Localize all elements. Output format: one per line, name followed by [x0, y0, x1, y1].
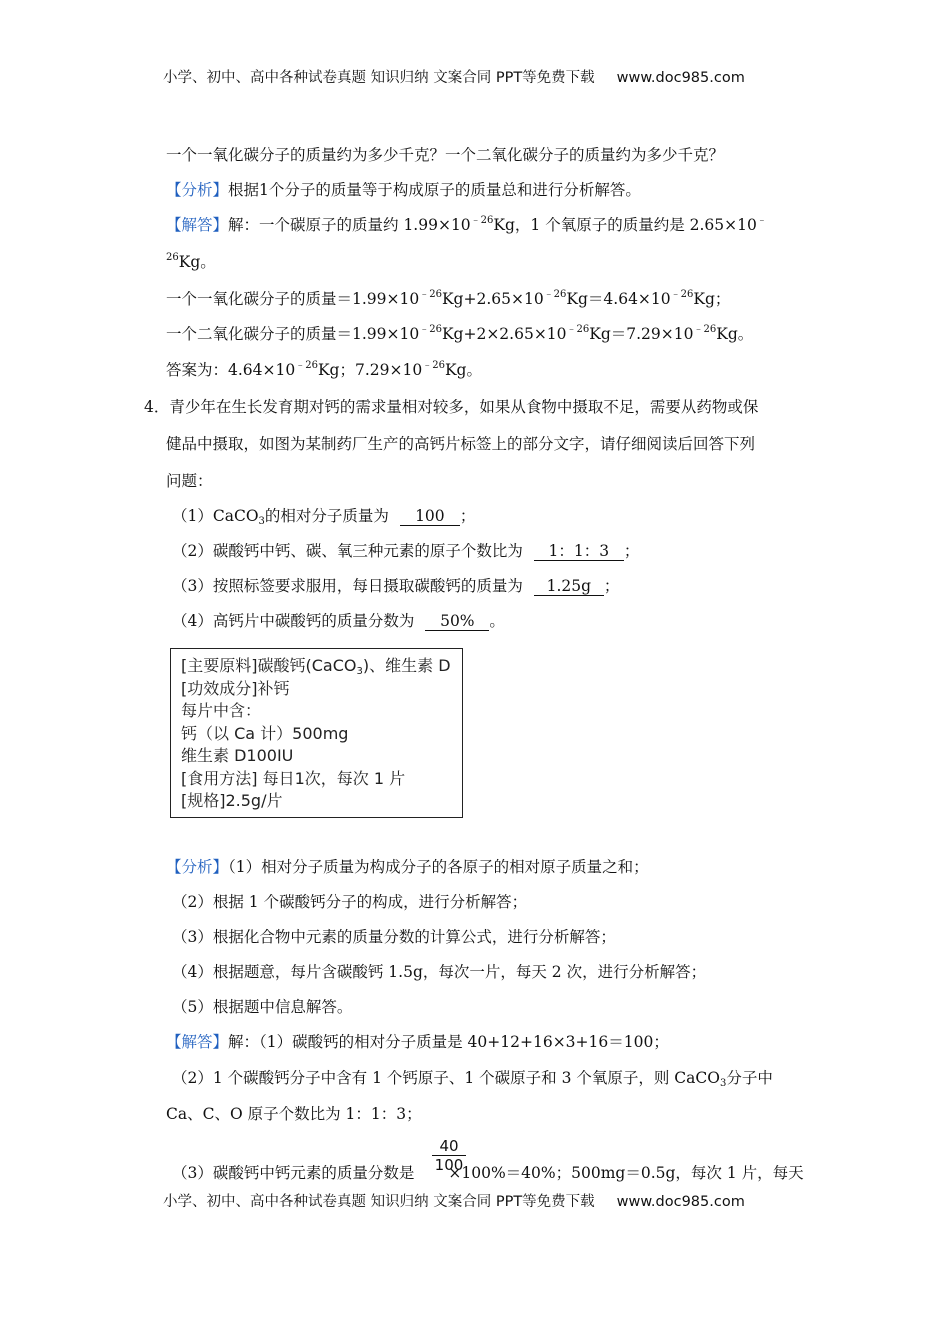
sub-question-2 — [172, 541, 639, 561]
header-site: www.doc985.com — [616, 70, 745, 86]
exponent: ﹣26 — [295, 360, 318, 371]
exponent: ﹣26 — [419, 289, 442, 300]
label-line — [181, 655, 452, 678]
exponent: ﹣26 — [693, 324, 717, 335]
answer-blank: 1.25g — [534, 577, 604, 596]
co-text-a: 一个一氧化碳分子的质量＝1.99×10 — [166, 290, 420, 308]
sub-question-3 — [172, 576, 619, 596]
final-answer-line — [166, 360, 482, 380]
answer-line — [166, 215, 767, 235]
answer-tag: 【解答】 — [166, 216, 229, 234]
label-line: [功效成分]补钙 — [181, 678, 290, 698]
answer-text-line — [172, 1068, 773, 1088]
label-line: [规格]2.5g/片 — [181, 791, 283, 810]
co2-mass-line — [166, 324, 753, 344]
footer-site: www.doc985.com — [616, 1194, 745, 1210]
answer-text: （2）1 个碳酸钙分子中含有 1 个钙原子、1 个碳原子和 3 个氧原子，则 CaCO — [172, 1069, 720, 1087]
sub-question-text: （4）高钙片中碳酸钙的质量分数为 — [172, 612, 415, 630]
analysis-text: （1）相对分子质量为构成分子的各原子的相对原子质量之和； — [228, 858, 649, 876]
page-footer — [163, 1192, 745, 1212]
exponent: 26 — [166, 252, 179, 263]
co2-text-a: 一个二氧化碳分子的质量＝1.99×10 — [166, 325, 420, 343]
label-line: [食用方法] 每日1次，每次 1 片 — [181, 768, 406, 788]
subscript: 3 — [356, 666, 363, 677]
answer-tag: 【解答】 — [166, 1033, 229, 1051]
co-text-c: Kg＝4.64×10 — [566, 290, 671, 308]
label-line: 每片中含： — [181, 701, 262, 720]
subscript: 3 — [258, 516, 265, 527]
answer-text-line — [172, 1163, 804, 1183]
co2-text-b: Kg+2×2.65×10 — [441, 325, 567, 343]
final-text-a: 答案为：4.64×10 — [166, 361, 296, 379]
punctuation: 。 — [489, 612, 505, 630]
answer-text: Ca、C、O 原子个数比为 1：1：3； — [166, 1105, 422, 1123]
analysis-text: （5）根据题中信息解答。 — [172, 998, 353, 1016]
answer-blank: 50% — [425, 612, 489, 631]
analysis-line — [166, 180, 641, 200]
page-header — [163, 68, 745, 88]
exponent: ﹣26 — [419, 324, 442, 335]
answer-cont-line — [166, 252, 216, 272]
answer-text: 分子中 — [726, 1069, 773, 1087]
punctuation: ； — [603, 577, 620, 595]
exponent: ﹣26 — [422, 360, 445, 371]
answer-text: （3）碳酸钙中钙元素的质量分数是 — [172, 1164, 415, 1182]
answer-blank: 100 — [400, 507, 460, 526]
sub-question-1 — [172, 506, 475, 526]
analysis-text: 根据1个分子的质量等于构成原子的质量总和进行分析解答。 — [228, 181, 641, 199]
label-line: 钙（以 Ca 计）500mg — [181, 723, 349, 743]
sub-question-text: （1）CaCO — [172, 507, 259, 525]
analysis-tag: 【分析】 — [166, 181, 229, 199]
exponent: ﹣26 — [566, 324, 590, 335]
sub-question-text: 的相对分子质量为 — [264, 507, 389, 525]
answer-lead: 解：一个碳原子的质量约 1.99×10 — [228, 216, 471, 234]
answer-text: 解：（1）碳酸钙的相对分子质量是 40+12+16×3+16＝100； — [228, 1033, 669, 1051]
exponent: ﹣26 — [470, 215, 494, 226]
question-4-stem — [144, 397, 758, 417]
answer-text: ×100%＝40%；500mg＝0.5g，每次 1 片，每天 — [448, 1164, 804, 1182]
punctuation: ； — [459, 507, 476, 525]
footer-text: 小学、初中、高中各种试卷真题 知识归纳 文案合同 PPT等免费下载 — [163, 1194, 595, 1210]
punctuation: ； — [623, 542, 640, 560]
header-text: 小学、初中、高中各种试卷真题 知识归纳 文案合同 PPT等免费下载 — [163, 70, 595, 86]
analysis-text: （4）根据题意，每片含碳酸钙 1.5g，每次一片，每天 2 次，进行分析解答； — [172, 963, 707, 981]
exponent: ﹣26 — [670, 289, 694, 300]
label-text: )、维生素 D — [362, 656, 451, 675]
answer-4-line — [166, 1032, 669, 1052]
stem-line: 健品中摄取，如图为某制药厂生产的高钙片标签上的部分文字，请仔细阅读后回答下列 — [166, 435, 756, 453]
fraction-numerator: 40 — [432, 1137, 466, 1156]
co2-text-d: Kg。 — [716, 325, 754, 343]
fraction-denominator: 100 — [434, 1156, 464, 1174]
subscript: 3 — [719, 1078, 727, 1089]
exponent: ﹣ — [756, 215, 767, 226]
product-label-box — [170, 648, 463, 818]
question-text: 一个一氧化碳分子的质量约为多少千克？一个二氧化碳分子的质量约为多少千克？ — [166, 146, 725, 164]
analysis-4-line — [166, 857, 649, 877]
final-text-c: Kg。 — [444, 361, 482, 379]
co-text-d: Kg； — [693, 290, 731, 308]
answer-mid: Kg，1 个氧原子的质量约是 2.65×10 — [493, 216, 757, 234]
question-number: 4． — [144, 398, 170, 416]
answer-cont: Kg。 — [178, 253, 216, 271]
final-text-b: Kg；7.29×10 — [317, 361, 423, 379]
sub-question-text: （3）按照标签要求服用，每日摄取碳酸钙的质量为 — [172, 577, 523, 595]
stem-line: 问题： — [166, 472, 213, 490]
analysis-tag: 【分析】 — [166, 858, 229, 876]
analysis-text: （2）根据 1 个碳酸钙分子的构成，进行分析解答； — [172, 893, 528, 911]
exponent: ﹣26 — [543, 289, 567, 300]
sub-question-text: （2）碳酸钙中钙、碳、氧三种元素的原子个数比为 — [172, 542, 523, 560]
co-mass-line — [166, 289, 730, 309]
label-text: [主要原料]碳酸钙(CaCO — [181, 656, 357, 675]
stem-line: 青少年在生长发育期对钙的需求量相对较多，如果从食物中摄取不足，需要从药物或保 — [169, 398, 759, 416]
co-text-b: Kg+2.65×10 — [441, 290, 544, 308]
label-line: 维生素 D100IU — [181, 746, 294, 765]
sub-question-4 — [172, 611, 505, 631]
analysis-text: （3）根据化合物中元素的质量分数的计算公式，进行分析解答； — [172, 928, 616, 946]
co2-text-c: Kg＝7.29×10 — [589, 325, 694, 343]
answer-blank: 1：1：3 — [534, 542, 624, 561]
